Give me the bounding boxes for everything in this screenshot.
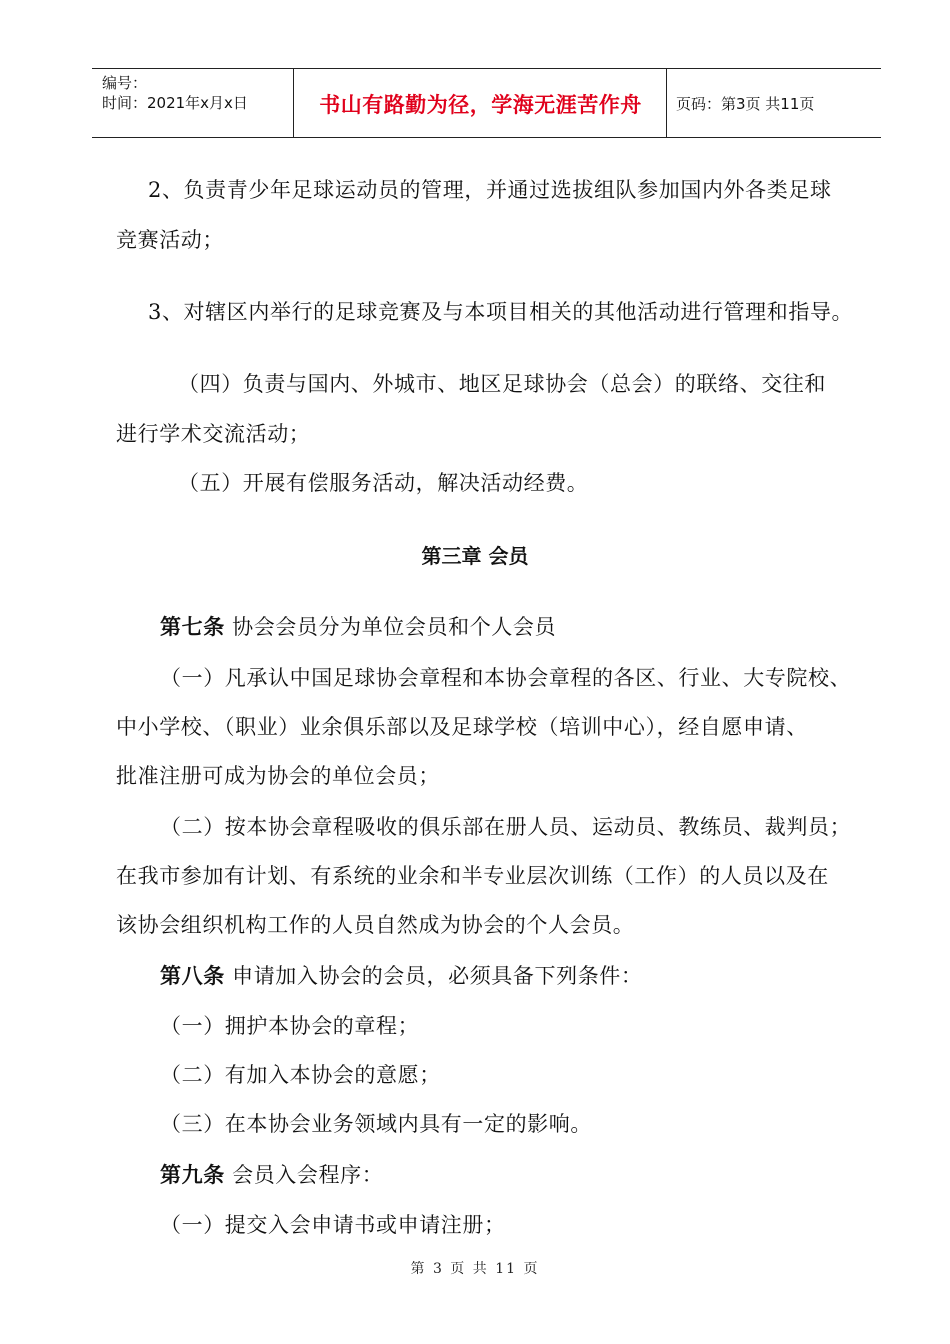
paragraph-line: 2、负责青少年足球运动员的管理，并通过选拔组队参加国内外各类足球 [148,178,832,202]
list-item: （一）提交入会申请书或申请注册； [160,1213,506,1237]
document-number-label: 编号： [102,74,148,92]
paragraph-line: （二）按本协会章程吸收的俱乐部在册人员、运动员、教练员、裁判员； [160,815,852,839]
article-label: 第九条 [160,1162,225,1187]
list-item: （二）有加入本协会的意愿； [160,1063,441,1087]
page-footer: 第 3 页 共 11 页 [410,1261,540,1277]
document-time-label: 时间：2021年x月x日 [102,94,248,112]
paragraph-line: 3、对辖区内举行的足球竞赛及与本项目相关的其他活动进行管理和指导。 [148,300,854,324]
article-seven [160,611,556,641]
article-eight [160,960,643,990]
paragraph-line: （五）开展有偿服务活动，解决活动经费。 [178,471,589,495]
paragraph-line: 该协会组织机构工作的人员自然成为协会的个人会员。 [116,913,635,937]
header-meta [102,73,248,113]
list-item: （三）在本协会业务领域内具有一定的影响。 [160,1112,592,1136]
header-motto: 书山有路勤为径，学海无涯苦作舟 [319,93,642,117]
paragraph-line: 竞赛活动； [116,228,224,252]
paragraph-line: （四）负责与国内、外城市、地区足球协会（总会）的联络、交往和 [178,372,826,396]
article-nine [160,1159,383,1189]
article-text: 申请加入协会的会员，必须具备下列条件： [232,964,643,988]
header-divider [666,69,667,137]
paragraph-line: 中小学校、（职业）业余俱乐部以及足球学校（培训中心），经自愿申请、 [116,715,808,739]
page-header [92,68,881,138]
paragraph-line: 在我市参加有计划、有系统的业余和半专业层次训练（工作）的人员以及在 [116,864,829,888]
chapter-title: 第三章 会员 [421,544,529,568]
list-item: （一）拥护本协会的章程； [160,1014,420,1038]
article-text: 会员入会程序： [232,1163,384,1187]
article-label: 第七条 [160,614,225,639]
paragraph-line: 进行学术交流活动； [116,422,311,446]
header-page-info: 页码：第3页 共11页 [676,95,815,113]
paragraph-line: 批准注册可成为协会的单位会员； [116,764,440,788]
article-label: 第八条 [160,963,225,988]
paragraph-line: （一）凡承认中国足球协会章程和本协会章程的各区、行业、大专院校、 [160,666,852,690]
article-text: 协会会员分为单位会员和个人会员 [232,615,557,639]
